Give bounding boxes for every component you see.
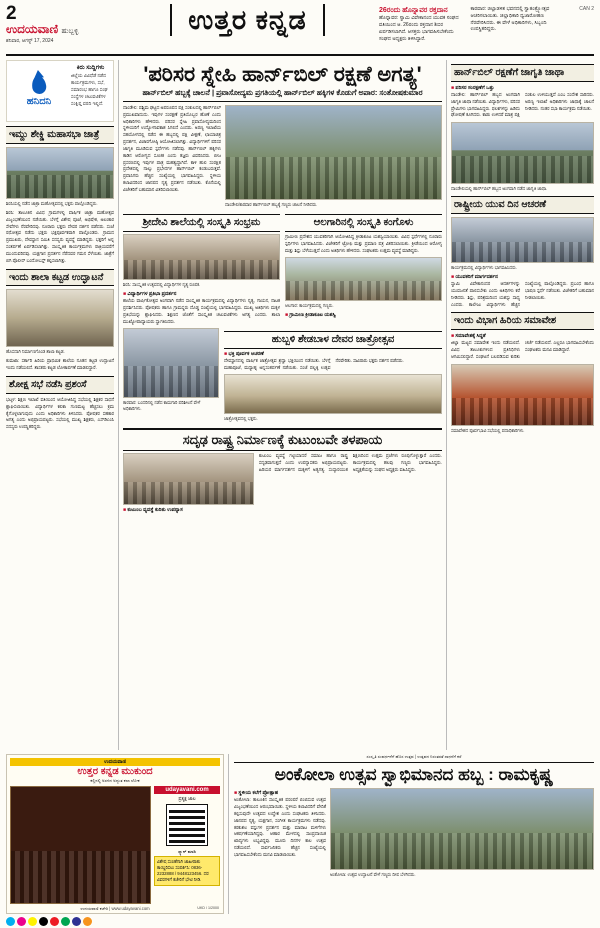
lead-body: ದಾಂಡೇಲಿ: ಪಶ್ಚಿಮ ಘಟ್ಟದ ಅಪರೂಪದ ಪಕ್ಷಿ ಸಂಕುಲದಲ್ಲಿ ಹಾರ್ನ್‌ಬಿಲ್ ಪ್ರಮುಖವಾದುದು. ಇವುಗಳ ಸಂರಕ್ಷಣೆ ಪ್ರತಿಯೊಬ್ಬರ ಹೊಣೆ ಎಂದು ಅಧಿಕಾರಿಗಳು ಹೇಳಿದರು. ಪರಿಸರ ಸ್ನೇಹಿ ಪ್ರವಾಸೋದ್ಯಮದಿಂದ ಸ್ಥಳೀಯರಿಗೆ ಉದ್ಯೋಗಾವಕಾಶ ಸಿಗಲಿದೆ ಎಂದರು. ಅರಣ್ಯ ಇಲಾಖೆಯ ಸಹಯೋಗದಲ್ಲಿ ನಡೆದ ಈ ಹಬ್ಬದಲ್ಲಿ ಪಕ್ಷಿ ವೀಕ್ಷಣೆ, ಛಾಯಾಚಿತ್ರ ಪ್ರದರ್ಶನ, ವಿಚಾರಗೋಷ್ಠಿ ಆಯೋಜಿಸಲಾಗಿತ್ತು. ವಿದ್ಯಾರ್ಥಿಗಳಿಗೆ ಪರಿಸರ ಜಾಗೃತಿ ಮೂಡಿಸುವ ಸ್ಪರ್ಧೆಗಳು ನಡೆದವು. ಹಾರ್ನ್‌ಬಿಲ್ ಹಕ್ಕಿಗಳು ಕಾಡಿನ ಆರೋಗ್ಯದ ಸೂಚಕ ಎಂದು ತಜ್ಞರು ವಿವರಿಸಿದರು. ಬೀಜ ಪ್ರಸರಣದಲ್ಲಿ ಇವುಗಳ ಪಾತ್ರ ಮಹತ್ವದ್ದಾಗಿದೆ. ಕಾಳಿ ಹುಲಿ ಸಂರಕ್ಷಿತ ಪ್ರದೇಶದಲ್ಲಿ ನಾಲ್ಕು ಪ್ರಭೇದಗಳ ಹಾರ್ನ್‌ಬಿಲ್ ಕಂಡುಬರುತ್ತವೆ. ಪ್ರವಾಸಿಗರು ಹೆಚ್ಚಿನ ಸಂಖ್ಯೆಯಲ್ಲಿ ಭಾಗವಹಿಸಿದ್ದರು. ಸ್ಥಳೀಯ ಕಲಾವಿದರಿಂದ ಜಾನಪದ ನೃತ್ಯ ಪ್ರದರ್ಶನ ನಡೆಯಿತು. ಕೊನೆಯಲ್ಲಿ ವಿಜೇತರಿಗೆ ಬಹುಮಾನ ವಿತರಿಸಲಾಯಿತು. bbox=[123, 104, 221, 192]
edition-tag: CAN 2 bbox=[579, 6, 594, 12]
ad-footer: ಉದಯವಾಣಿ ಕಚೇರಿ | www.udayavani.com bbox=[80, 906, 150, 912]
sponsor-name: ಹನಿದನಿ bbox=[26, 95, 52, 107]
publication-brand bbox=[6, 23, 112, 36]
right-section-1-bullet: ■ ಪರಿಸರ ಸಂರಕ್ಷಣೆಗೆ ಒತ್ತು bbox=[451, 85, 594, 91]
mid-section-1-bullet: ■ ವಿದ್ಯಾರ್ಥಿಗಳ ಪ್ರತಿಭಾ ಪ್ರದರ್ಶನ bbox=[123, 291, 280, 297]
masthead-brief-1-text: ಹೊನ್ನಾವರ: ಸ್ವಾಮಿ ವಿವೇಕಾನಂದ ಯುವಕ ಸಂಘದ ವತಿಯಿಂದ ಆ. 26ರಂದು ರಕ್ತದಾನ ಶಿಬಿರ ಏರ್ಪಡಿಸಲಾಗಿದೆ. ಆಸಕ್ತರು ಭಾಗವಹಿಸಬೇಕೆಂದು ಸಂಘದ ಅಧ್ಯಕ್ಷರು ತಿಳಿಸಿದ್ದಾರೆ. bbox=[379, 15, 459, 42]
lead-text-col bbox=[123, 105, 221, 211]
left-section-2-caption: ಹೊಸದಾಗಿ ನಿರ್ಮಾಣಗೊಂಡ ಶಾಲಾ ಕಟ್ಟಡ. bbox=[6, 349, 65, 355]
bottom-story-block bbox=[234, 788, 594, 881]
color-dot bbox=[6, 917, 15, 926]
ad-code: UKD / 1/2000 bbox=[197, 905, 219, 910]
masthead-center bbox=[116, 4, 379, 36]
color-dot bbox=[83, 917, 92, 926]
masthead-brief-1 bbox=[379, 6, 467, 42]
sponsor-box bbox=[6, 60, 114, 122]
right-section-1-heading: ಹಾರ್ನ್‌ಬಿಲ್ ರಕ್ಷಣೆಗೆ ಜಾಗೃತಿ ಜಾಥಾ bbox=[451, 64, 594, 82]
ad-website[interactable]: udayavani.com bbox=[154, 786, 220, 794]
content-grid bbox=[6, 60, 594, 750]
mid-section-2-body: ಗ್ರಾಮೀಣ ಪ್ರದೇಶದ ಯುವಕರಿಗಾಗಿ ಆಯೋಜಿಸಿದ್ದ ಕ್ರೀಡಾಕೂಟ ಯಶಸ್ವಿಯಾಯಿತು. ವಿವಿಧ ಸ್ಪರ್ಧೆಗಳಲ್ಲಿ ನೂರಾರು ಸ್ಪರ್ಧಿಗಳು ಭಾಗವಹಿಸಿದರು. ವಿಜೇತರಿಗೆ ಟ್ರೋಫಿ ಮತ್ತು ಪ್ರಮಾಣ ಪತ್ರ ವಿತರಿಸಲಾಯಿತು. ಕ್ರೀಡೆಯಿಂದ ಆರೋಗ್ಯ ಮತ್ತು ಶಿಸ್ತು ಬೆಳೆಯುತ್ತದೆ ಎಂದು ಅತಿಥಿಗಳು ಹೇಳಿದರು. ಸಂಘಟಕರು ಉತ್ತಮ ವ್ಯವಸ್ಥೆ ಮಾಡಿದ್ದರು. bbox=[285, 234, 442, 254]
mid-section-2-photo bbox=[285, 257, 442, 301]
sponsor-heading: ಕಿರು ಸುದ್ದಿಗಳು bbox=[76, 65, 105, 71]
mid-section-3-heading: ಹುಬ್ಬಳಿ ಶೇಡಬಾಳ ದೇವರ ಜಾತ್ರೋತ್ಸವ bbox=[224, 331, 442, 350]
section-title: ಉತ್ತರ ಕನ್ನಡ bbox=[170, 4, 324, 36]
left-section-1-body: ಶಿರಸಿ: ತಾಲೂಕಿನ ವಿವಿಧ ಗ್ರಾಮಗಳಲ್ಲಿ ವಾರ್ಷಿಕ ಜಾತ್ರಾ ಮಹೋತ್ಸವ ವಿಜೃಂಭಣೆಯಿಂದ ನಡೆಯಿತು. ಬೆಳಗ್ಗೆ ವಿಶೇಷ ಪೂಜೆ, ಅಭಿಷೇಕ, ಅಲಂಕಾರ ಸೇವೆಗಳು ನೆರವೇರಿದವು. ನೂರಾರು ಭಕ್ತರು ದೇವರ ದರ್ಶನ ಪಡೆದರು. ಸಂಜೆ ರಥೋತ್ಸವ ನಡೆದು ಭಕ್ತರು ಭಕ್ತಿಪೂರ್ವಕವಾಗಿ ಪಾಲ್ಗೊಂಡರು. ಗ್ರಾಮದ ಪ್ರಮುಖರು, ದೇವಸ್ಥಾನ ಸಮಿತಿ ಸದಸ್ಯರು ವ್ಯವಸ್ಥೆ ಮಾಡಿದ್ದರು. ಭಕ್ತರಿಗೆ ಅನ್ನ ಸಂತರ್ಪಣೆ ಏರ್ಪಡಿಸಲಾಗಿತ್ತು. ಸಾಂಸ್ಕೃತಿಕ ಕಾರ್ಯಕ್ರಮಗಳು ರಾತ್ರಿಯವರೆಗೆ ಮುಂದುವರಿದವು. ಯಕ್ಷಗಾನ ಪ್ರದರ್ಶನ ನೆರೆದವರ ಗಮನ ಸೆಳೆಯಿತು. ಜಾತ್ರೆಗೆ ಬಿಗಿ ಪೊಲೀಸ್ ಬಂದೋಬಸ್ತ್ ಕಲ್ಪಿಸಲಾಗಿತ್ತು. bbox=[6, 209, 114, 263]
mid-section-4-body: ಕುಟುಂಬ ವ್ಯವಸ್ಥೆ ಗಟ್ಟಿಯಾದರೆ ಸಮಾಜ ಹಾಗೂ ರಾಷ್ಟ್ರ ಸದೃಢವಾಗುತ್ತದೆ ಎಂದು ಉಪನ್ಯಾಸಕರು ಅಭಿಪ್ರಾಯಪಟ್ಟರು. ಹಿರಿಯರ ಮಾರ್ಗದರ್ಶನ ಮಕ್ಕಳಿಗೆ ಅತ್ಯಗತ್ಯ. ಸಂಸ್ಕಾರಯುತ ಶಿಕ್ಷಣದಿಂದ ಉತ್ತಮ ಪ್ರಜೆಗಳು ರೂಪುಗೊಳ್ಳುತ್ತಾರೆ ಎಂದರು. ಕಾರ್ಯಕ್ರಮದಲ್ಲಿ ಹಲವು ಗಣ್ಯರು ಭಾಗವಹಿಸಿದ್ದರು. ಅಧ್ಯಕ್ಷತೆಯನ್ನು ಸಂಘದ ಅಧ್ಯಕ್ಷರು ವಹಿಸಿದ್ದರು. bbox=[258, 453, 442, 472]
column-left bbox=[6, 60, 114, 750]
right-section-3-bullet: ■ ಸಮಾವೇಶಕ್ಕೆ ಸಿದ್ಧತೆ bbox=[451, 333, 594, 339]
mid-section-2-caption: ಆಲಗಾರ: ಕಾರ್ಯಕ್ರಮದಲ್ಲಿ ಗಣ್ಯರು. bbox=[285, 302, 334, 308]
right-section-1-body: ದಾಂಡೇಲಿ: ಹಾರ್ನ್‌ಬಿಲ್ ಹಬ್ಬದ ಅಂಗವಾಗಿ ಜಾಗೃತಿ ಜಾಥಾ ನಡೆಯಿತು. ವಿದ್ಯಾರ್ಥಿಗಳು, ಪರಿಸರ ಪ್ರೇಮಿಗಳು ಭಾಗವಹಿಸಿದ್ದರು. ಫಲಕಗಳನ್ನು ಹಿಡಿದು ಘೋಷಣೆ ಕೂಗಿದರು. ಕಾಡು ಉಳಿದರೆ ಮಾತ್ರ ಪಕ್ಷಿ ಸಂಕುಲ ಉಳಿಯುತ್ತದೆ ಎಂಬ ಸಂದೇಶ ಸಾರಿದರು. ಅರಣ್ಯ ಇಲಾಖೆ ಅಧಿಕಾರಿಗಳು ಜಾಥಾಕ್ಕೆ ಚಾಲನೆ ನೀಡಿದರು. ನಂತರ ಸಭಾ ಕಾರ್ಯಕ್ರಮ ನಡೆಯಿತು. bbox=[451, 91, 594, 118]
brand-edition: ಹುಬ್ಬಳ್ಳಿ bbox=[61, 28, 79, 35]
right-section-3-heading: ಇಂದು ವಿಭಾಗ ಹಿರಿಯ ಸಮಾವೇಶ bbox=[451, 312, 594, 330]
mid-crane-photo-col bbox=[123, 328, 219, 425]
mid-section-4-photo bbox=[123, 453, 254, 505]
bottom-story-bullet: ■ ಸ್ಥಳೀಯ ಕಲೆಗೆ ಪ್ರೋತ್ಸಾಹ bbox=[234, 790, 326, 796]
column-right bbox=[446, 60, 594, 750]
color-dot bbox=[72, 917, 81, 926]
masthead-left bbox=[6, 4, 116, 44]
mid-crane-photo bbox=[123, 328, 219, 398]
color-dot bbox=[39, 917, 48, 926]
page-number: 2 bbox=[6, 3, 17, 24]
ad-sidebar bbox=[154, 786, 220, 904]
lead-caption: ದಾಂಡೇಲಿ/ಕಾರವಾರ ಹಾರ್ನ್‌ಬಿಲ್ ಹಬ್ಬಕ್ಕೆ ಗಣ್ಯರು ಚಾಲನೆ ನೀಡಿದರು. bbox=[225, 201, 318, 207]
lead-headline: 'ಪರಿಸರ ಸ್ನೇಹಿ ಹಾರ್ನ್‌ಬಿಲ್ ರಕ್ಷಣೆ ಅಗತ್ಯ' bbox=[143, 63, 422, 86]
mid-section-4-right bbox=[259, 453, 442, 514]
right-section-2-body: ಸ್ವಾಮಿ ವಿವೇಕಾನಂದರ ಆದರ್ಶಗಳನ್ನು ಯುವಜನತೆ ಪಾಲಿಸಬೇಕು ಎಂದು ಅತಿಥಿಗಳು ಕರೆ ನೀಡಿದರು. ಶಿಸ್ತು, ಪರಿಶ್ರಮದಿಂದ ಯಶಸ್ಸು ಸಾಧ್ಯ ಎಂದರು. ಕಾಲೇಜು ವಿದ್ಯಾರ್ಥಿಗಳು ಹೆಚ್ಚಿನ ಸಂಖ್ಯೆಯಲ್ಲಿ ಪಾಲ್ಗೊಂಡಿದ್ದರು. ಪ್ರಬಂಧ ಹಾಗೂ ಭಾಷಣ ಸ್ಪರ್ಧೆ ನಡೆಯಿತು. ವಿಜೇತರಿಗೆ ಬಹುಮಾನ ನೀಡಲಾಯಿತು. bbox=[451, 281, 594, 307]
qr-code-icon[interactable] bbox=[167, 805, 207, 845]
issue-date: ಶನಿವಾರ, ಆಗಸ್ಟ್ 17, 2024 bbox=[6, 38, 54, 45]
ad-subtitle: ಕಲ್ಲಿನಲ್ಲಿ ಅರಳಿದ ಅದ್ಭುತ ಕಲಾ ಲೋಕ bbox=[90, 777, 140, 783]
ad-content bbox=[10, 786, 220, 904]
lead-photo-col bbox=[225, 105, 442, 211]
qr-label: ಸ್ಕ್ಯಾನ್ ಮಾಡಿ bbox=[178, 849, 196, 855]
mid-section-4-heading: ಸದೃಢ ರಾಷ್ಟ್ರ ನಿರ್ಮಾಣಕ್ಕೆ ಕುಟುಂಬವೇ ತಳಪಾಯ bbox=[123, 428, 442, 451]
bottom-story-caption: ಅಂಕೋಲಾ: ಉತ್ಸವ ಉದ್ಘಾಟನೆ ವೇಳೆ ಗಣ್ಯರು ದೀಪ ಬೆಳಗಿದರು. bbox=[330, 872, 416, 878]
ad-contact-note: ವಿಶೇಷ ಸಂಚಿಕೆಗಾಗಿ ಜಾಹೀರಾತು ಕಾಯ್ದಿರಿಸಲು ಸಂಪರ್ಕಿಸಿ: 0836-2232888 / 9448123456. ದರ ವಿವರಗಳಿಗೆ ಕಚೇರಿಗೆ ಭೇಟಿ ನೀಡಿ. bbox=[154, 856, 220, 886]
left-section-2-photo bbox=[6, 289, 114, 347]
right-section-3-caption: ಸಮಾವೇಶದ ಪೂರ್ವಭಾವಿ ಸಭೆಯಲ್ಲಿ ಪದಾಧಿಕಾರಿಗಳು. bbox=[451, 427, 525, 433]
bottom-story-text-col bbox=[234, 788, 326, 881]
masthead bbox=[6, 4, 594, 56]
mid-section-3-body: ದೇವಸ್ಥಾನದಲ್ಲಿ ವಾರ್ಷಿಕ ಜಾತ್ರೋತ್ಸವ ಶ್ರದ್ಧಾ ಭಕ್ತಿಯಿಂದ ನಡೆಯಿತು. ಬೆಳಗ್ಗೆ ಮಹಾಪೂಜೆ, ಮಧ್ಯಾಹ್ನ ಅನ್ನಸಂತರ್ಪಣೆ ನಡೆಯಿತು. ಸಂಜೆ ಪಲ್ಲಕ್ಕಿ ಉತ್ಸವ ನೆರವೇರಿತು. ಸಾವಿರಾರು ಭಕ್ತರು ದರ್ಶನ ಪಡೆದರು. bbox=[224, 358, 404, 371]
left-section-1-caption: ಶಿರಸಿಯಲ್ಲಿ ನಡೆದ ಜಾತ್ರಾ ಮಹೋತ್ಸವದಲ್ಲಿ ಭಕ್ತರು ಪಾಲ್ಗೊಂಡಿದ್ದರು. bbox=[6, 200, 98, 206]
bottom-story-headline: ಅಂಕೋಲಾ ಉತ್ಸವ ಸ್ವಾಭಿಮಾನದ ಹಬ್ಬ : ರಾಮಕೃಷ್ಣ bbox=[274, 764, 554, 784]
right-section-2-photo bbox=[451, 217, 594, 263]
ad-title: ಉತ್ತರ ಕನ್ನಡ ಮುಕುಂದ bbox=[77, 766, 153, 777]
column-middle bbox=[118, 60, 442, 750]
advertisement[interactable] bbox=[6, 754, 224, 914]
ad-website-sub: ಪ್ರತ್ಯಕ್ಷ ಜಾಲ bbox=[178, 796, 196, 802]
mid-section-2 bbox=[285, 211, 442, 326]
mid-section-3 bbox=[224, 328, 442, 425]
sponsor-body: ಜಿಲ್ಲೆಯ ವಿವಿಧೆಡೆ ನಡೆದ ಕಾರ್ಯಕ್ರಮಗಳು, ಸಭೆ, ಸಮಾರಂಭ ಹಾಗೂ ಸಂಘ ಸಂಸ್ಥೆಗಳ ಚಟುವಟಿಕೆಗಳ ಸಂಕ್ಷಿಪ್ತ ವರದಿ ಇಲ್ಲಿದೆ. bbox=[71, 73, 108, 106]
left-section-1-heading: ಇಮ್ದು ಶೇಕ್ಡಿ ಮಹಾಸಭಾ ಜಾತ್ರೆ bbox=[6, 126, 114, 144]
left-section-3-body: ಭಟ್ಕಳ: ಶಿಕ್ಷಣ ಇಲಾಖೆ ವತಿಯಿಂದ ಆಯೋಜಿಸಿದ್ದ ಸಭೆಯಲ್ಲಿ ಶಿಕ್ಷಕರ ಸಾಧನೆ ಶ್ಲಾಘಿಸಲಾಯಿತು. ವಿದ್ಯಾರ್ಥಿಗಳ ಕಲಿಕಾ ಗುಣಮಟ್ಟ ಹೆಚ್ಚಿಸಲು ಕ್ರಮ ಕೈಗೊಳ್ಳಲಾಗುವುದು ಎಂದು ಅಧಿಕಾರಿಗಳು ತಿಳಿಸಿದರು. ಪೋಷಕರ ಸಹಕಾರ ಅಗತ್ಯ ಎಂದು ಅಭಿಪ್ರಾಯಪಟ್ಟರು. ಸಭೆಯಲ್ಲಿ ಮುಖ್ಯ ಶಿಕ್ಷಕರು, ಎಸ್‌ಡಿಎಂಸಿ ಸದಸ್ಯರು ಉಪಸ್ಥಿತರಿದ್ದರು. bbox=[6, 396, 114, 430]
right-section-3-body: ಜಿಲ್ಲಾ ಮಟ್ಟದ ಸಮಾವೇಶ ಇಂದು ನಡೆಯಲಿದೆ. ವಿವಿಧ ತಾಲೂಕುಗಳಿಂದ ಪ್ರತಿನಿಧಿಗಳು ಆಗಮಿಸಲಿದ್ದಾರೆ. ಸಂಘಟನೆ ಬಲಪಡಿಸುವ ಕುರಿತು ಚರ್ಚೆ ನಡೆಯಲಿದೆ. ಎಲ್ಲರೂ ಭಾಗವಹಿಸಬೇಕೆಂದು ಸಂಘಟಕರು ಮನವಿ ಮಾಡಿದ್ದಾರೆ. bbox=[451, 340, 594, 359]
bottom-story bbox=[228, 754, 594, 914]
left-section-3-heading: ಶೋಕ್ಷ ಸಭೆ ನಡೆಸಿ ಪ್ರಶಂಸೆ bbox=[6, 376, 114, 394]
masthead-brief-2 bbox=[471, 6, 559, 42]
mid-section-2-bullet: ■ ಗ್ರಾಮೀಣ ಕ್ರೀಡಾಕೂಟ ಯಶಸ್ವಿ bbox=[285, 312, 442, 318]
water-drop-icon bbox=[31, 75, 47, 95]
mid-section-1-caption: ಶಿರಸಿ: ಸಾಂಸ್ಕೃತಿಕ ಉತ್ಸವದಲ್ಲಿ ವಿದ್ಯಾರ್ಥಿಗಳ ನೃತ್ಯ ರೂಪಕ. bbox=[123, 282, 201, 288]
mid-section-1-photo bbox=[123, 234, 280, 280]
bottom-band bbox=[6, 754, 594, 914]
left-section-2-body: ಕುಮಟಾ: ಸರ್ಕಾರಿ ಹಿರಿಯ ಪ್ರಾಥಮಿಕ ಶಾಲೆಯ ನೂತನ ಕಟ್ಟಡ ಉದ್ಘಾಟನೆ ಇಂದು ನಡೆಯಲಿದೆ. ಶಾಸಕರು ಕಟ್ಟಡ ಲೋಕಾರ್ಪಣೆ ಮಾಡಲಿದ್ದಾರೆ. bbox=[6, 358, 114, 371]
mid-section-1 bbox=[123, 211, 280, 326]
sponsor-logo bbox=[10, 64, 68, 118]
sponsor-text bbox=[68, 64, 110, 118]
lead-block bbox=[123, 105, 442, 211]
right-section-2-heading: ರಾಷ್ಟ್ರೀಯ ಯುವ ದಿನ ಆಚರಣೆ bbox=[451, 196, 594, 214]
masthead-briefs bbox=[379, 4, 594, 42]
mid-section-4-left bbox=[123, 453, 254, 514]
color-dot bbox=[50, 917, 59, 926]
mid-three-up bbox=[123, 328, 442, 425]
masthead-brief-1-head: 26ರಂದು ಹೊನ್ನಾವರ ರಕ್ತದಾನ bbox=[379, 7, 448, 14]
bottom-story-photo-col bbox=[330, 788, 594, 881]
lead-subhead: ಹಾರ್ನ್‌ಬಿಲ್ ಹಬ್ಬಕ್ಕೆ ಚಾಲನೆ | ಪ್ರವಾಸೋದ್ಯಮ ಪ್ರಗತಿಯಲ್ಲಿ ಹಾರ್ನ್‌ಬಿಲ್ ಹಕ್ಕಿಗಳ ಕೊಡುಗೆ ಅಪಾರ: ಸಂತೋಷಕುಮಾರ bbox=[123, 88, 442, 102]
masthead-brief-2-text: ಕಾರವಾರ: ಜಿಲ್ಲಾಡಳಿತ ಭವನದಲ್ಲಿ ಸ್ವಾತಂತ್ರ್ಯೋತ್ಸವ ಆಚರಿಸಲಾಯಿತು. ಜಿಲ್ಲಾಧಿಕಾರಿ ಧ್ವಜಾರೋಹಣ ನೆರವೇರಿಸಿದರು. ಈ ವೇಳೆ ಅಧಿಕಾರಿಗಳು, ಸಿಬ್ಬಂದಿ ಉಪಸ್ಥಿತರಿದ್ದರು. bbox=[470, 6, 550, 33]
bottom-story-body: ಅಂಕೋಲಾ: ತಾಲೂಕಿನ ಸಾಂಸ್ಕೃತಿಕ ಪರಂಪರೆ ಬಿಂಬಿಸುವ ಉತ್ಸವ ವಿಜೃಂಭಣೆಯಿಂದ ಆರಂಭವಾಯಿತು. ಸ್ಥಳೀಯ ಕಲಾವಿದರಿಗೆ ವೇದಿಕೆ ಕಲ್ಪಿಸುವುದೇ ಉತ್ಸವದ ಉದ್ದೇಶ ಎಂದು ಸಂಘಟಕರು ತಿಳಿಸಿದರು. ಜಾನಪದ ನೃತ್ಯ, ಯಕ್ಷಗಾನ, ಸಂಗೀತ ಕಾರ್ಯಕ್ರಮಗಳು ನಡೆದವು. ಕರಕುಶಲ ವಸ್ತುಗಳ ಪ್ರದರ್ಶನ ಮತ್ತು ಮಾರಾಟ ಮಳಿಗೆಗಳು ಆಕರ್ಷಣೆಯಾಗಿದ್ದವು. ಆಹಾರ ಮೇಳದಲ್ಲಿ ಸಾಂಪ್ರದಾಯಿಕ ಖಾದ್ಯಗಳು ಲಭ್ಯವಿದ್ದವು. ಮೂರು ದಿನಗಳ ಕಾಲ ಉತ್ಸವ ನಡೆಯಲಿದೆ. ಸಾರ್ವಜನಿಕರು ಹೆಚ್ಚಿನ ಸಂಖ್ಯೆಯಲ್ಲಿ ಭಾಗವಹಿಸಬೇಕೆಂದು ಮನವಿ ಮಾಡಲಾಯಿತು. bbox=[234, 797, 326, 857]
mid-section-3-bullet: ■ ಭಕ್ತಿ ಪೂರ್ವಕ ಆಚರಣೆ bbox=[224, 351, 442, 357]
mid-section-4-block bbox=[123, 453, 442, 514]
mid-section-3-caption: ಜಾತ್ರೋತ್ಸವದಲ್ಲಿ ಭಕ್ತರು. bbox=[224, 415, 258, 421]
bottom-story-kicker: ಸಂಸ್ಕೃತಿ ಸಂವರ್ಧನೆಗೆ ಹೊಸ ಉತ್ಸವ | ಉತ್ಸವದ ನಿರಂತರತೆ ಸಾಧನೆಗೆ ಕರೆ bbox=[234, 754, 594, 763]
right-section-1-photo bbox=[451, 122, 594, 184]
mid-section-3-photo bbox=[224, 374, 442, 414]
mid-section-2-heading: ಆಲಗಾರಿನಲ್ಲಿ ಸಂಸ್ಕೃತಿ ಕಂಗೊಳು bbox=[285, 214, 442, 233]
right-section-2-bullet: ■ ಯುವಕರಿಗೆ ಮಾರ್ಗದರ್ಶನ bbox=[451, 274, 594, 280]
right-section-1-caption: ದಾಂಡೇಲಿಯಲ್ಲಿ ಹಾರ್ನ್‌ಬಿಲ್ ಹಬ್ಬದ ಅಂಗವಾಗಿ ನಡೆದ ಜಾಗೃತಿ ಜಾಥಾ. bbox=[451, 186, 548, 192]
mid-two-up bbox=[123, 211, 442, 326]
color-dot bbox=[28, 917, 37, 926]
color-dot bbox=[61, 917, 70, 926]
right-section-3-photo bbox=[451, 364, 594, 426]
mid-section-1-heading: ಶ್ರೀದೇವಿ ಶಾಲೆಯಲ್ಲಿ ಸಂಸ್ಕೃತಿ ಸಂಭ್ರಮ bbox=[123, 214, 280, 233]
right-section-2-caption: ಕಾರ್ಯಕ್ರಮದಲ್ಲಿ ವಿದ್ಯಾರ್ಥಿಗಳು ಭಾಗವಹಿಸಿದರು. bbox=[451, 265, 517, 271]
color-dot bbox=[17, 917, 26, 926]
bottom-story-photo bbox=[330, 788, 594, 870]
mid-section-1-body: ಶಾಲೆಯ ವಾರ್ಷಿಕೋತ್ಸವ ಅಂಗವಾಗಿ ನಡೆದ ಸಾಂಸ್ಕೃತಿಕ ಕಾರ್ಯಕ್ರಮದಲ್ಲಿ ವಿದ್ಯಾರ್ಥಿಗಳು ನೃತ್ಯ, ಗಾಯನ, ನಾಟಕ ಪ್ರದರ್ಶಿಸಿದರು. ಪೋಷಕರು ಹಾಗೂ ಗ್ರಾಮಸ್ಥರು ದೊಡ್ಡ ಸಂಖ್ಯೆಯಲ್ಲಿ ಭಾಗವಹಿಸಿದ್ದರು. ಮುಖ್ಯ ಅತಿಥಿಗಳು ಮಕ್ಕಳ ಪ್ರತಿಭೆಯನ್ನು ಶ್ಲಾಘಿಸಿದರು. ಶಿಕ್ಷಣದ ಜೊತೆಗೆ ಸಾಂಸ್ಕೃತಿಕ ಚಟುವಟಿಕೆಗಳು ಅಗತ್ಯ ಎಂದರು. ಶಾಲಾ ಮುಖ್ಯೋಪಾಧ್ಯಾಯರು ಸ್ವಾಗತಿಸಿದರು. bbox=[123, 298, 280, 324]
color-registration-bar bbox=[6, 917, 92, 926]
mid-section-4-caption: ಕಾರವಾರ: ಬಂದರಿನಲ್ಲಿ ನಡೆದ ಕಾಮಗಾರಿ ಪರಿಶೀಲನೆ ವೇಳೆ ಅಧಿಕಾರಿಗಳು. bbox=[123, 399, 201, 411]
ad-top-strip: ಉದಯವಾಣಿ bbox=[10, 758, 220, 766]
ad-temple-image bbox=[10, 786, 151, 904]
left-section-2-heading: ಇಂದು ಶಾಲಾ ಕಟ್ಟಡ ಉದ್ಘಾಟನೆ bbox=[6, 269, 114, 287]
left-section-1-photo bbox=[6, 147, 114, 199]
mid-section-4-bullet: ■ ಕುಟುಂಬ ವ್ಯವಸ್ಥೆ ಕುರಿತು ಉಪನ್ಯಾಸ bbox=[123, 507, 254, 513]
lead-photo bbox=[225, 105, 442, 200]
brand-name: ಉದಯವಾಣಿ bbox=[6, 22, 59, 36]
